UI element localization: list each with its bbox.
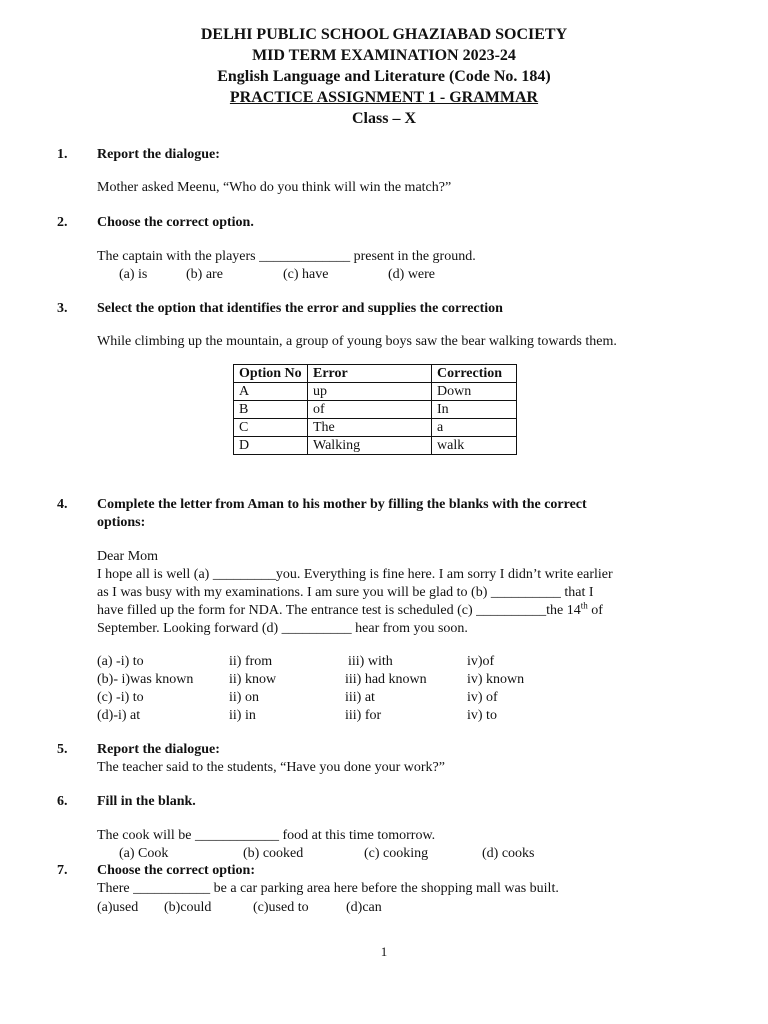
option: iii) for [345,708,382,723]
option: iii) had known [345,672,427,687]
letter-line [97,602,603,620]
table-cell: C [234,419,308,437]
header-error: Error [308,365,432,383]
option-b: (b)could [164,900,212,915]
table-cell: B [234,401,308,419]
option: (b)- i)was known [97,672,194,687]
table-cell: Down [432,383,517,401]
question-number: 7. [57,863,68,878]
question-title: Choose the correct option: [97,863,255,878]
option-b: (b) are [186,267,223,282]
option-c: (c) have [283,267,329,282]
letter-line: I hope all is well (a) _________you. Everything is fine here. I am sorry I didn’t write earlier [97,567,613,582]
error-correction-table [233,364,517,455]
option-b: (b) cooked [243,846,304,861]
option-d: (d) were [388,267,436,282]
option: iii) with [348,654,393,669]
table-cell: of [308,401,432,419]
option-a: (a)used [97,900,139,915]
letter-salutation: Dear Mom [97,549,159,564]
option: (d)-i) at [97,708,141,723]
question-number: 3. [57,301,68,316]
table-cell: In [432,401,517,419]
subject-title: English Language and Literature (Code No. 184) [217,68,551,85]
question-number: 5. [57,742,68,757]
option-c: (c) cooking [364,846,429,861]
question-text: There ___________ be a car parking area here before the shopping mall was built. [97,881,559,896]
exam-title: MID TERM EXAMINATION 2023-24 [252,47,516,64]
option-c: (c)used to [253,900,309,915]
question-text: The captain with the players _____________ present in the ground. [97,249,476,264]
letter-line: as I was busy with my examinations. I am sure you will be glad to (b) __________ that I [97,585,594,600]
table-cell: walk [432,437,517,455]
table-cell: The [308,419,432,437]
table-cell: A [234,383,308,401]
question-number: 1. [57,147,68,162]
question-title: Select the option that identifies the error and supplies the correction [97,301,503,316]
option: ii) from [229,654,273,669]
table-cell: up [308,383,432,401]
option-d: (d)can [346,900,382,915]
option: iv) known [467,672,525,687]
page-number: 1 [380,944,388,959]
header-option: Option No [234,365,308,383]
question-title: Fill in the blank. [97,794,196,809]
table-cell: D [234,437,308,455]
option: iv)of [467,654,495,669]
superscript: th [580,600,588,611]
assignment-title: PRACTICE ASSIGNMENT 1 - GRAMMAR [229,89,539,106]
table-cell: a [432,419,517,437]
question-text: Mother asked Meenu, “Who do you think will win the match?” [97,180,452,195]
question-text: The cook will be ____________ food at this time tomorrow. [97,828,436,843]
option: ii) in [229,708,256,723]
option: iii) at [345,690,375,705]
class-label: Class – X [351,110,416,127]
question-text: The teacher said to the students, “Have you done your work?” [97,760,445,775]
letter-line-text: have filled up the form for NDA. The entrance test is scheduled (c) __________the 14 [97,603,581,618]
table-row [234,419,517,437]
header-correction: Correction [432,365,517,383]
option-d: (d) cooks [482,846,535,861]
question-title-line-2: options: [97,515,146,530]
question-text: While climbing up the mountain, a group of young boys saw the bear walking towards them. [97,334,617,349]
option-a: (a) is [119,267,148,282]
table-row [234,437,517,455]
option: iv) of [467,690,498,705]
option: (a) -i) to [97,654,144,669]
question-title: Choose the correct option. [97,215,254,230]
question-title: Report the dialogue: [97,147,220,162]
option: ii) on [229,690,259,705]
school-name: DELHI PUBLIC SCHOOL GHAZIABAD SOCIETY [200,26,568,43]
table-row [234,383,517,401]
question-number: 4. [57,497,68,512]
table-header-row [234,365,517,383]
letter-line-end: of [587,603,603,618]
question-title: Report the dialogue: [97,742,220,757]
question-title-line-1: Complete the letter from Aman to his mother by filling the blanks with the correct [97,497,587,512]
question-number: 2. [57,215,68,230]
letter-line: September. Looking forward (d) __________ hear from you soon. [97,621,468,636]
option: (c) -i) to [97,690,144,705]
document-header [0,24,768,129]
option: iv) to [467,708,497,723]
option: ii) know [229,672,277,687]
table-cell: Walking [308,437,432,455]
table-row [234,401,517,419]
question-number: 6. [57,794,68,809]
option-a: (a) Cook [119,846,169,861]
